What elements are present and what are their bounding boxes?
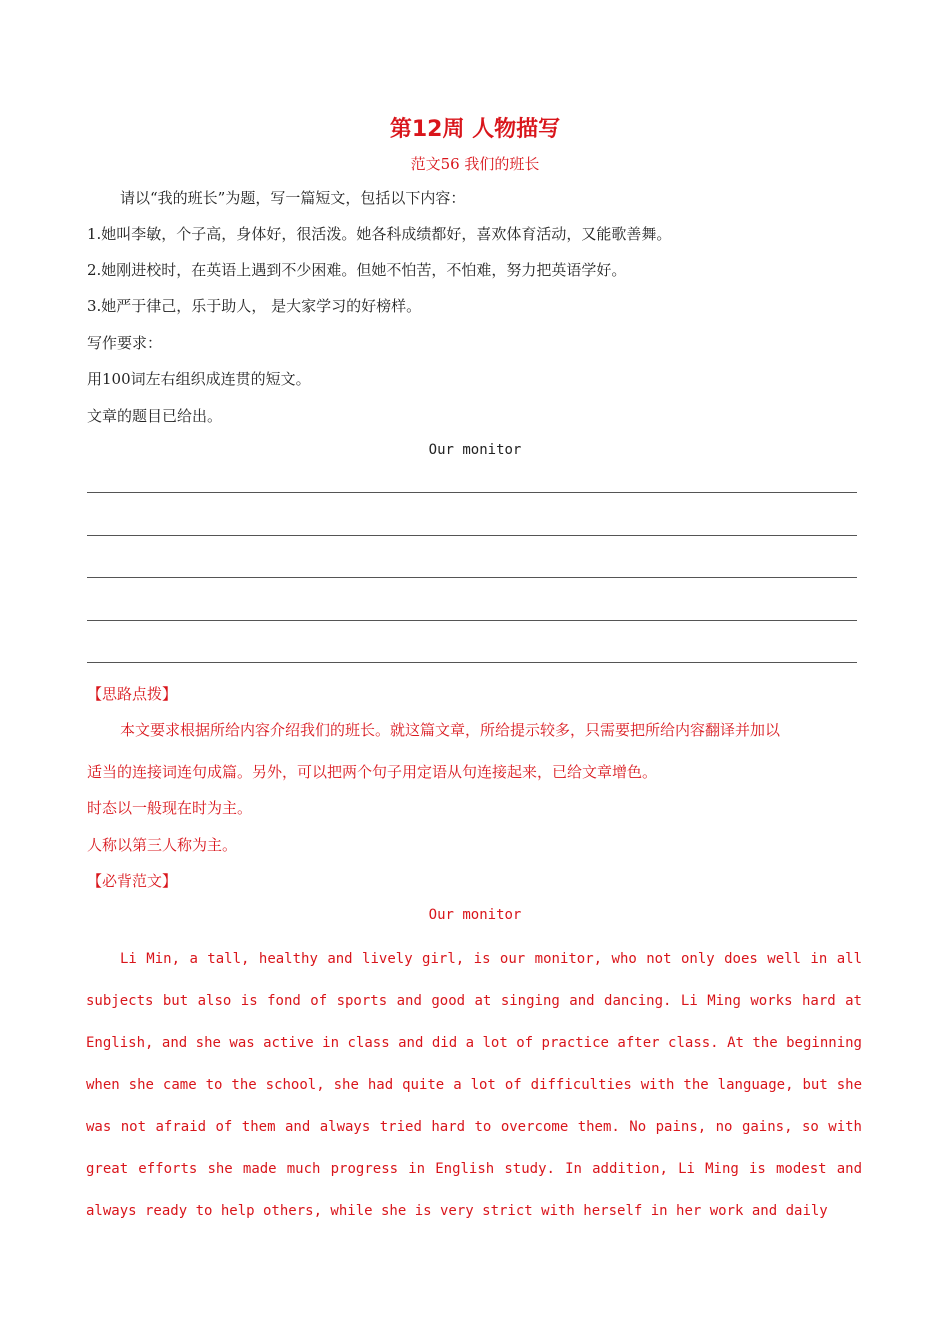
page-subtitle: 范文56 我们的班长 [410, 155, 540, 173]
requirement-2: 文章的题目已给出。 [87, 407, 223, 425]
writing-line [87, 577, 857, 578]
page-title: 第12周 人物描写 [389, 117, 561, 142]
model-heading: 【必背范文】 [87, 872, 178, 890]
model-essay-title: Our monitor [428, 907, 522, 923]
writing-line [87, 535, 857, 536]
requirement-1: 用100词左右组织成连贯的短文。 [87, 370, 311, 388]
model-essay-text: Li Min, a tall, healthy and lively girl, is our monitor, who not only does well in all subjects but also is fond of sports and good at singing and dancing. Li Ming works hard at English, and she was active in class and did a lot of practice after class. At the beginning when she came to the school, she had quite a lot of difficulties with the language, but she was not afraid of them and always tried hard to overcome them. No pains, no gains, so with great efforts she made much progress in English study. In addition, Li Ming is modest and always ready to help others, while she is very strict with herself in her work and daily [86, 951, 862, 1219]
tips-paragraph-line-2: 适当的连接词连句成篇。另外，可以把两个句子用定语从句连接起来，已给文章增色。 [87, 763, 658, 781]
tips-heading: 【思路点拨】 [87, 685, 178, 703]
tips-person: 人称以第三人称为主。 [87, 836, 238, 854]
writing-line [87, 662, 857, 663]
tips-tense: 时态以一般现在时为主。 [87, 799, 253, 817]
prompt-intro: 请以“我的班长”为题，写一篇短文，包括以下内容： [120, 189, 466, 207]
requirements-label: 写作要求： [87, 334, 163, 352]
essay-title-prompt: Our monitor [428, 442, 522, 458]
prompt-item-2: 2.她刚进校时，在英语上遇到不少困难。但她不怕苦，不怕难，努力把英语学好。 [87, 261, 627, 279]
writing-line [87, 620, 857, 621]
tips-paragraph-line-1: 本文要求根据所给内容介绍我们的班长。就这篇文章，所给提示较多，只需要把所给内容翻译并加以 [120, 721, 781, 739]
prompt-item-1: 1.她叫李敏，个子高，身体好，很活泼。她各科成绩都好，喜欢体育活动，又能歌善舞。 [87, 225, 672, 243]
prompt-item-3: 3.她严于律己，乐于助人， 是大家学习的好榜样。 [87, 297, 422, 315]
writing-line [87, 492, 857, 493]
